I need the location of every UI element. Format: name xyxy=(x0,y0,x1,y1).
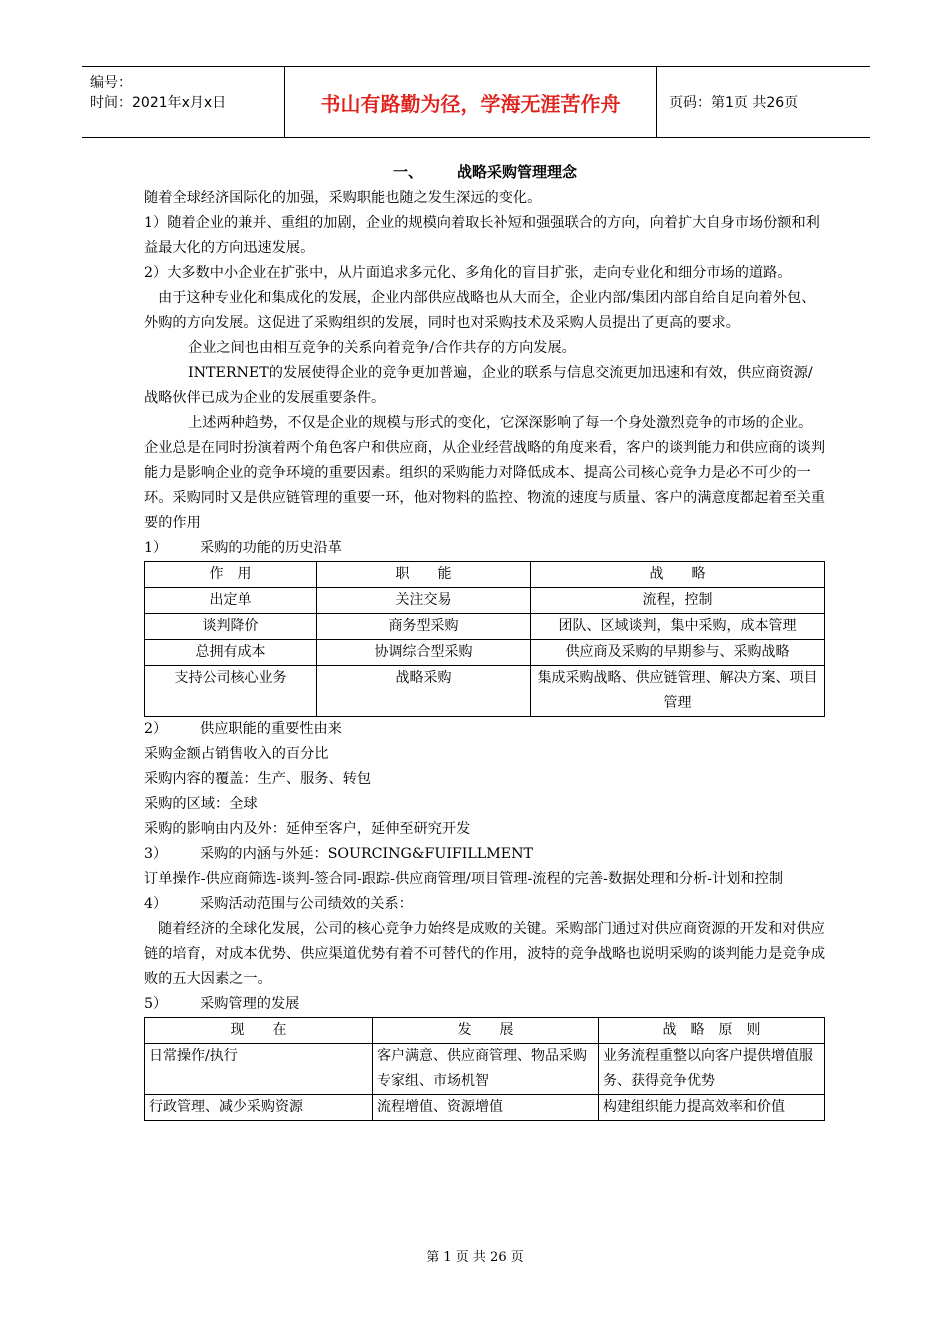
table-cell: 谈判降价 xyxy=(145,614,317,640)
list-item: 采购金额占销售收入的百分比 xyxy=(144,746,329,762)
section-number: 4） xyxy=(144,896,168,912)
table-header-cell: 现 在 xyxy=(145,1018,373,1044)
table-cell: 总拥有成本 xyxy=(145,640,317,666)
list-item: 采购的区域：全球 xyxy=(144,796,258,812)
table-header-row xyxy=(145,1018,825,1044)
table-header-cell: 战 略 原 则 xyxy=(599,1018,825,1044)
table-cell: 协调综合型采购 xyxy=(317,640,531,666)
table-row xyxy=(145,588,825,614)
table-row xyxy=(145,1044,825,1095)
table-cell: 关注交易 xyxy=(317,588,531,614)
page-header xyxy=(82,66,870,138)
header-page-info: 页码：第1页 共26页 xyxy=(669,95,799,111)
document-date: 时间：2021年x月x日 xyxy=(90,95,227,111)
procurement-history-table xyxy=(144,561,825,717)
section-title: 采购的内涵与外延：SOURCING&FUIFILLMENT xyxy=(200,846,533,862)
paragraph: 随着全球经济国际化的加强，采购职能也随之发生深远的变化。 xyxy=(144,190,542,206)
paragraph: 订单操作-供应商筛选-谈判-签合同-跟踪-供应商管理/项目管理-流程的完善-数据处理和分析-计划和控制 xyxy=(144,871,784,887)
section-title: 采购的功能的历史沿革 xyxy=(200,540,342,556)
section-number: 5） xyxy=(144,996,168,1012)
table-cell: 支持公司核心业务 xyxy=(145,666,317,717)
table-header-cell: 职 能 xyxy=(317,562,531,588)
document-body xyxy=(144,160,826,1121)
section-heading xyxy=(144,892,826,917)
table-cell: 流程，控制 xyxy=(531,588,825,614)
section-title: 采购管理的发展 xyxy=(200,996,300,1012)
section-heading xyxy=(144,717,826,742)
header-meta xyxy=(82,67,285,137)
paragraph: 2）大多数中小企业在扩张中，从片面追求多元化、多角化的盲目扩张，走向专业化和细分市场的道路。 xyxy=(144,265,792,281)
table-cell: 流程增值、资源增值 xyxy=(373,1095,599,1121)
section-heading xyxy=(144,992,826,1017)
page-title xyxy=(144,160,826,184)
table-cell: 行政管理、减少采购资源 xyxy=(145,1095,373,1121)
procurement-development-table xyxy=(144,1017,825,1121)
table-cell: 业务流程重整以向客户提供增值服务、获得竞争优势 xyxy=(599,1044,825,1095)
paragraph: 随着经济的全球化发展，公司的核心竞争力始终是成败的关键。采购部门通过对供应商资源的开发和对供应链的培育，对成本优势、供应渠道优势有着不可替代的作用，波特的竞争战略也说明采购的谈判能力是竞争成败的五大因素之一。 xyxy=(144,921,826,987)
header-motto: 书山有路勤为径，学海无涯苦作舟 xyxy=(285,67,657,137)
table-cell: 供应商及采购的早期参与、采购战略 xyxy=(531,640,825,666)
title-number: 一、 xyxy=(392,163,423,181)
section-number: 3） xyxy=(144,846,168,862)
table-header-cell: 发 展 xyxy=(373,1018,599,1044)
table-header-row xyxy=(145,562,825,588)
section-heading xyxy=(144,536,826,561)
paragraph: 企业之间也由相互竞争的关系向着竞争/合作共存的方向发展。 xyxy=(188,340,576,356)
paragraph: 由于这种专业化和集成化的发展，企业内部供应战略也从大而全，企业内部/集团内部自给自足向着外包、外购的方向发展。这促进了采购组织的发展，同时也对采购技术及采购人员提出了更高的要求。 xyxy=(144,290,816,331)
section-heading xyxy=(144,842,826,867)
section-number: 2） xyxy=(144,721,168,737)
table-cell: 出定单 xyxy=(145,588,317,614)
table-cell: 日常操作/执行 xyxy=(145,1044,373,1095)
table-row xyxy=(145,640,825,666)
list-item: 采购的影响由内及外：延伸至客户，延伸至研究开发 xyxy=(144,821,471,837)
section-title: 供应职能的重要性由来 xyxy=(200,721,342,737)
table-cell: 客户满意、供应商管理、物品采购专家组、市场机智 xyxy=(373,1044,599,1095)
table-header-cell: 作 用 xyxy=(145,562,317,588)
title-text: 战略采购管理理念 xyxy=(457,163,578,181)
table-cell: 构建组织能力提高效率和价值 xyxy=(599,1095,825,1121)
table-cell: 团队、区域谈判，集中采购，成本管理 xyxy=(531,614,825,640)
paragraph: 1）随着企业的兼并、重组的加剧，企业的规模向着取长补短和强强联合的方向，向着扩大自身市场份额和利益最大化的方向迅速发展。 xyxy=(144,215,820,256)
table-cell: 战略采购 xyxy=(317,666,531,717)
section-number: 1） xyxy=(144,540,168,556)
page-footer: 第 1 页 共 26 页 xyxy=(426,1250,524,1265)
table-cell: 集成采购战略、供应链管理、解决方案、项目管理 xyxy=(531,666,825,717)
document-number: 编号： xyxy=(90,75,132,91)
table-cell: 商务型采购 xyxy=(317,614,531,640)
table-row xyxy=(145,614,825,640)
list-item: 采购内容的覆盖：生产、服务、转包 xyxy=(144,771,372,787)
paragraph: 上述两种趋势，不仅是企业的规模与形式的变化，它深深影响了每一个身处激烈竞争的市场的企业。企业总是在同时扮演着两个角色客户和供应商，从企业经营战略的角度来看，客户的谈判能力和供应商的谈判能力是影响企业的竞争环境的重要因素。组织的采购能力对降低成本、提高公司核心竞争力是必不可少的一环。采购同时又是供应链管理的重要一环，他对物料的监控、物流的速度与质量、客户的满意度都起着至关重要的作用 xyxy=(144,415,826,531)
paragraph: INTERNET的发展使得企业的竞争更加普遍，企业的联系与信息交流更加迅速和有效，供应商资源/战略伙伴已成为企业的发展重要条件。 xyxy=(144,365,813,406)
table-header-cell: 战 略 xyxy=(531,562,825,588)
section-title: 采购活动范围与公司绩效的关系： xyxy=(200,896,413,912)
table-row xyxy=(145,666,825,717)
table-row xyxy=(145,1095,825,1121)
